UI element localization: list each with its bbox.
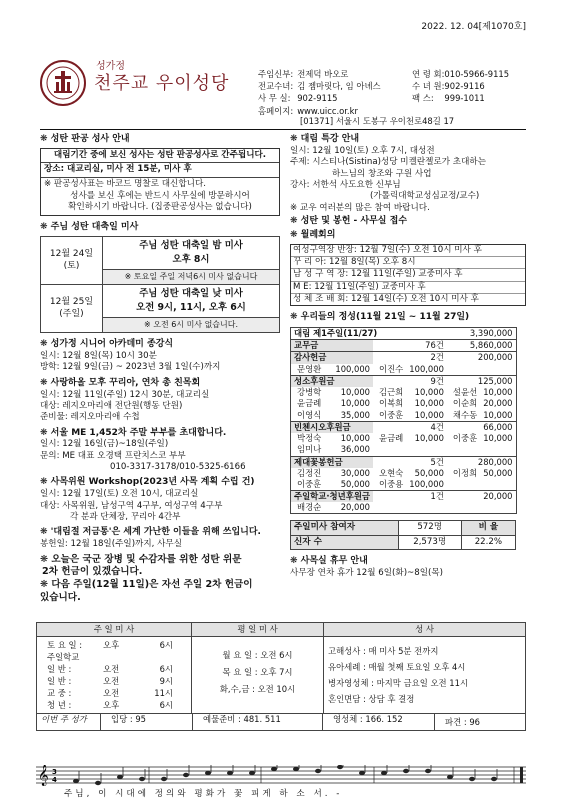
offering-row: 윤금례 10,000 이복희 10,000 이순희 20,000 [297, 398, 513, 409]
section-title: ❋ 사목실 휴무 안내 [290, 556, 368, 567]
note-icon [315, 769, 321, 773]
note-icon [249, 771, 255, 775]
mass-schedule: 주 일 미 사 평 일 미 사 성 사 토 요 일 : 오후 6시 주일학교 일 반 : 오전 6시 일 반 : 오전 9시 교 중 : 오전 11시 청 년 : 오후 6시 월 요 일 : 오전 6시 목 요 일 : 오후 7시 화,수,금 : 오전 10시 고해성사 : 매 미사 5분 전까지 유아세례 : 매월 첫째 토요일 오후 4시 병자영성체 : 마지막 금요일 오전 11시 혼인면담 : 상담 후 결정 이번 주 성가 입당 : 95 예물준비 : 481. 511 영성체 : 166. 152 파견 : 96 [36, 622, 526, 731]
offering-row: 김정진 30,000 오현숙 50,000 이정희 50,000 [297, 467, 513, 478]
logo-parish-name: 천주교 우이성당 [94, 73, 230, 94]
note-icon [293, 767, 299, 771]
homepage-link[interactable]: www.uicc.or.kr [297, 105, 358, 116]
note-icon [469, 777, 475, 781]
offering-row: 박정숙 10,000 윤금례 10,000 이중훈 10,000 [297, 433, 513, 444]
offering-row: 임미나 36,000 [297, 444, 370, 455]
svg-text:3: 3 [52, 768, 57, 776]
note-icon [161, 777, 167, 781]
notices: ❋ 성가정 시니어 아카데미 종강식 일시: 12월 8일(목) 10시 30분 방학: 12월 9일(금) ~ 2023년 3월 1일(수)까지 ❋ 사랑하올 모후 꾸리아, 연차 총 친목회 일시: 12월 11일(주일) 12시 30분, 대교리실 대상: 레지오마리애 전단원(행동 단원) 준비물: 레지오마리애 수첩 ❋ 서울 ME 1,452차 주말 부부를 초대합니다. 일시: 12월 16일(금)~18일(주일) 문의: ME 대표 오경택 프란치스코 부부 010-3317-3178/010-5325-6166 ❋ 사목위원 Workshop(2023년 사목 계획 수립 건) 일시: 12월 17일(토) 오전 10시, 대교리실 대상: 사목위원, 남성구역 4구부, 여성구역 4구부 각 분과 단체장, 꾸리아 4간부 ❋ '대림절 저금통'은 세계 가난한 이들을 위해 쓰입니다. 봉헌일: 12월 18일(주일)까지, 사무실 ❋ 오늘은 국군 장병 및 수감자를 위한 성탄 위문 2차 헌금이 있겠습니다. ❋ 다음 주일(12월 11일)은 자선 주일 2차 헌금이 있습니다. [40, 339, 261, 603]
hymn-staff [36, 765, 526, 799]
note-icon [403, 769, 409, 773]
offering-row: 강병학 10,000 김근희 10,000 설윤선 10,000 [297, 386, 513, 397]
logo-small-text: 성가정 [96, 61, 125, 72]
note-icon [491, 777, 497, 781]
sunday-mass-row: 일 반 : 오전 9시 [47, 676, 173, 687]
sunday-mass-row: 주일학교 [47, 652, 80, 663]
sunday-mass-row: 교 중 : 오전 11시 [47, 688, 173, 699]
confession-notice: 대림기간 중에 보신 성사는 성탄 판공성사로 간주됩니다. 장소: 대교리실, 미사 전 15분, 미사 후 ※ 판공성사표는 바코드 명찰로 대신합니다. 성사를 보신 후에는 반드시 사무실에 방문하시어 확인하시기 바랍니다. (집중판공성사는 없습니다) [40, 148, 280, 216]
offering-row: 감사헌금 2건 200,000 [291, 352, 517, 364]
address: [01371] 서울시 도봉구 우이천로48길 17 [300, 116, 455, 126]
section-title: ❋ 성탄 및 봉헌 - 사무실 접수 [290, 215, 408, 226]
parish-seal-icon [40, 60, 86, 106]
note-icon [447, 775, 453, 779]
note-icon [205, 771, 211, 775]
offering-row: 제대꽃봉헌금 5건 280,000 [291, 456, 517, 468]
note-icon [381, 771, 387, 775]
sunday-mass-row: 청 년 : 오후 6시 [47, 700, 173, 711]
svg-text:𝄞: 𝄞 [38, 765, 49, 786]
note-icon [73, 779, 79, 783]
note-icon [337, 765, 343, 769]
note-icon [425, 769, 431, 773]
offering-row: 교무금 76건 5,860,000 [291, 340, 517, 352]
offering-row: 배경순 20,000 [297, 502, 370, 513]
header-divider [40, 129, 526, 130]
note-icon [117, 775, 123, 779]
section-title: ❋ 성탄 판공 성사 안내 [40, 134, 130, 144]
offering-row: 주일학교·청년후원금 1건 20,000 [291, 491, 517, 503]
left-column [40, 134, 280, 604]
note-icon [359, 771, 365, 775]
christmas-mass-table: 12월 24일 (토) 주님 성탄 대축일 밤 미사 오후 8시 ※ 토요일 주일 저녁6시 미사 없습니다 12월 25일 (주일) 주님 성탄 대축일 낮 미사 오전 9시, 11시, 오후 6시 ※ 오전 6시 미사 없습니다. [40, 236, 280, 333]
offering-row: 이중훈 50,000 이중용 100,000 [297, 479, 444, 490]
phone-info: 연 령 회: 010-5966-9115 수 녀 원: 902-9116 팩 스: 999-1011 [412, 69, 510, 104]
sunday-mass-row: 일 반 : 오전 6시 [47, 664, 173, 675]
svg-text:4: 4 [52, 776, 57, 784]
contact-info: 주임신부: 전제덕 바오로 전교수녀: 김 젬마릿다, 임 아녜스 사 무 실: 902-9115 홈페이지: www.uicc.or.kr [258, 69, 381, 116]
hymn-title: 이번 주 성가 [37, 714, 101, 730]
note-icon [139, 777, 145, 781]
sunday-mass-row: 토 요 일 : 오후 6시 [47, 640, 173, 651]
issue-date: 2022. 12. 04[제1070호] [421, 22, 526, 32]
section-title: ❋ 우리들의 정성(11월 21일 ~ 11월 27일) [290, 312, 470, 323]
note-icon [227, 771, 233, 775]
section-title: ❋ 주님 성탄 대축일 미사 [40, 221, 139, 232]
offering-row: 성소후원금 9건 125,000 [291, 375, 517, 387]
offerings-table [290, 327, 517, 514]
note-icon [95, 781, 101, 785]
right-column: ❋ 대림 특강 안내 일시: 12월 10일(토) 오후 7시, 대성전 주제: 시스티나(Sistina)성당 미켈란젤로가 초대하는 하느님의 창조와 구원 사업 강사: 서한석 사도요한 신부님 (가톨릭대학교성심교정/교수) ※ 교우 여러분의 많은 참여 바랍니다. ❋ 성탄 및 봉헌 - 사무실 접수 ❋ 월례회의 여성구역장 반장: 12월 7일(수) 오전 10시 미사 후 꾸 리 아: 12월 8일(목) 오후 8시 남 성 구 역 장: 12월 11일(주일) 교중미사 후 M E: 12월 11일(주일) 교중미사 후 성 체 조 배 회: 12월 14일(수) 오전 10시 미사 후 ❋ 우리들의 정성(11월 21일 ~ 11월 27일) 대림 제1주일(11/27) 3,390,000 교무금 76건 5,860,000 감사헌금 2건 200,000 문영환 100,000 이진수 100,000 성소후원금 9건 125,000 강병학 10,000 김근희 10,000 설윤선 10,000 윤금례 10,000 이복희 10,000 이순희 20,000 이영식 35,000 이중훈 10,000 채수동 10,000 빈첸시오후원금 4건 66,000 박정숙 10,000 윤금례 10,000 이중훈 10,000 임미나 36,000 제대꽃봉헌금 5건 280,000 김정진 30,000 오현숙 50,000 이정희 50,000 이중훈 50,000 이중용 100,000 주일학교·청년후원금 1건 20,000 배경순 20,000 주일미사 참여자 572명 비 율 신자 수 2,573명 22.2% ❋ 사목실 휴무 안내 사무장 연차 휴가 12월 6일(화)~8일(목) [290, 134, 526, 579]
section-title: ❋ 대림 특강 안내 [290, 134, 360, 144]
music-staff-icon [36, 765, 526, 789]
offering-row: 이영식 35,000 이중훈 10,000 채수동 10,000 [297, 409, 513, 420]
attendance-table: 주일미사 참여자 572명 비 율 신자 수 2,573명 22.2% [290, 520, 516, 550]
offering-row: 문영환 100,000 이진수 100,000 [297, 363, 444, 374]
monthly-meetings: 여성구역장 반장: 12월 7일(수) 오전 10시 미사 후 꾸 리 아: 12월 8일(목) 오후 8시 남 성 구 역 장: 12월 11일(주일) 교중미사 후 M E: 12월 11일(주일) 교중미사 후 성 체 조 배 회: 12월 14일(수) 오전 10시 미사 후 [290, 244, 526, 307]
note-icon [271, 767, 277, 771]
hymn-lyrics: 주님, 이 시대에 정의와 평화가 꽃 피게 하 소 서. - [64, 789, 343, 799]
section-title: ❋ 월례회의 [290, 229, 336, 240]
offering-row: 대림 제1주일(11/27) 3,390,000 [291, 328, 517, 340]
note-icon [183, 773, 189, 777]
offering-row: 빈첸시오후원금 4건 66,000 [291, 421, 517, 433]
